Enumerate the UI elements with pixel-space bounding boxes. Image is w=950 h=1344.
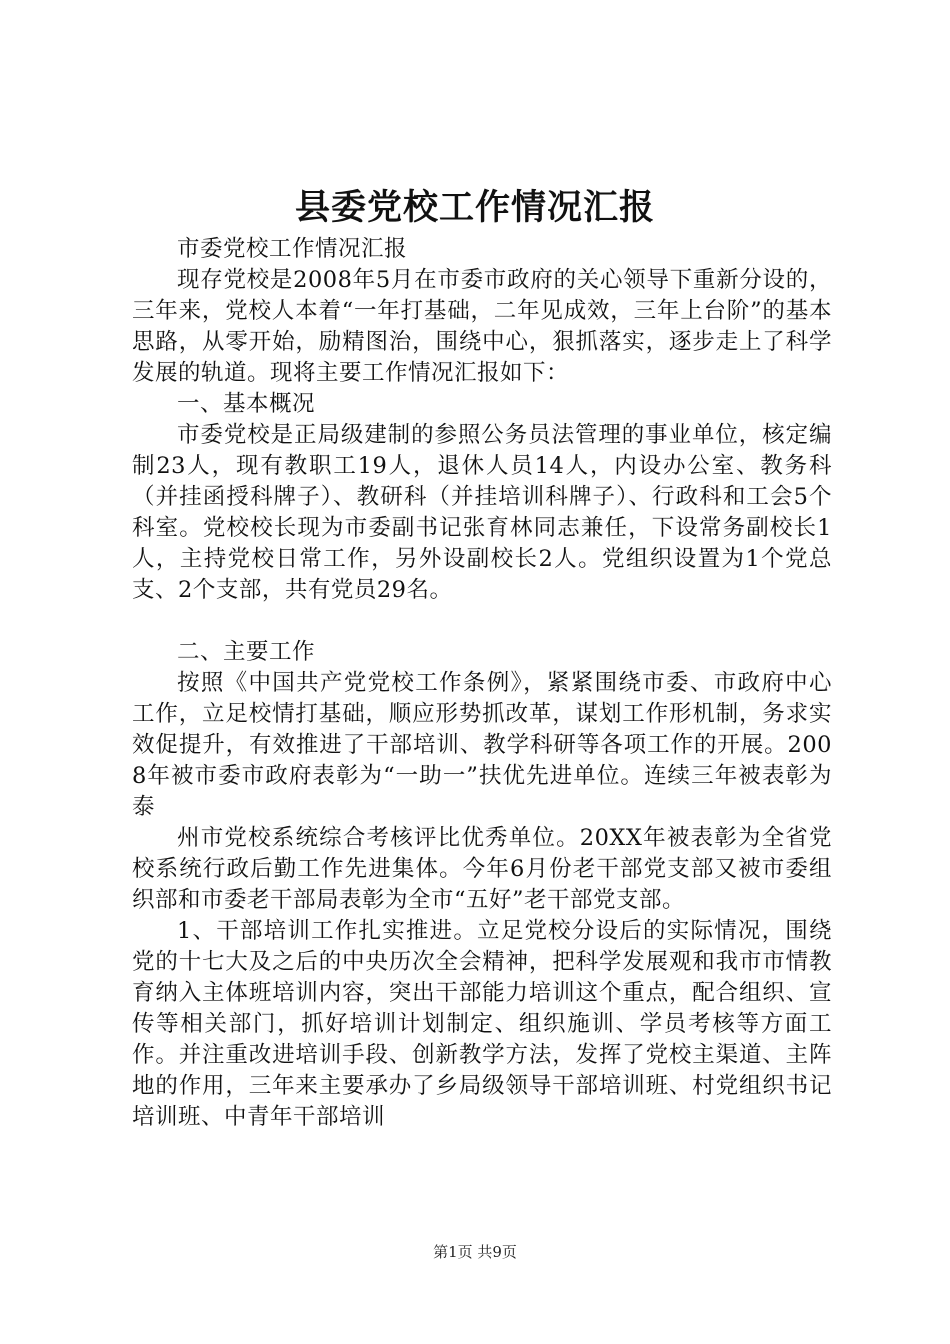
paragraph-awards: 州市党校系统综合考核评比优秀单位。20XX年被表彰为全省党校系统行政后勤工作先进集体。今年6月份老干部党支部又被市委组织部和市委老干部局表彰为全市“五好”老干部党支部。 [132, 825, 832, 913]
page-number: 第1页 共9页 [433, 1243, 517, 1261]
section-heading-overview: 一、基本概况 [177, 391, 316, 417]
paragraph-overview: 市委党校是正局级建制的参照公务员法管理的事业单位，核定编制23人，现有教职工19人，退休人员14人，内设办公室、教务科（并挂函授科牌子）、教研科（并挂培训科牌子）、行政科和工会5个科室。党校校长现为市委副书记张育林同志兼任，下设常务副校长1人，主持党校日常工作，另外设副校长2人。党组织设置为1个党总支、2个支部，共有党员29名。 [132, 422, 832, 603]
document-title: 县委党校工作情况汇报 [294, 187, 655, 228]
document-body [132, 234, 832, 1133]
paragraph-training: 1、干部培训工作扎实推进。立足党校分设后的实际情况，围绕党的十七大及之后的中央历次全会精神，把科学发展观和我市市情教育纳入主体班培训内容，突出干部能力培训这个重点，配合组织、宣传等相关部门，抓好培训计划制定、组织施训、学员考核等方面工作。并注重改进培训手段、创新教学方法，发挥了党校主渠道、主阵地的作用，三年来主要承办了乡局级领导干部培训班、村党组织书记培训班、中青年干部培训 [132, 918, 832, 1130]
paragraph-subtitle: 市委党校工作情况汇报 [177, 236, 408, 262]
section-heading-main-work: 二、主要工作 [177, 639, 316, 665]
paragraph-gap [132, 606, 832, 637]
paragraph-main-work: 按照《中国共产党党校工作条例》，紧紧围绕市委、市政府中心工作，立足校情打基础，顺应形势抓改革，谋划工作形机制，务求实效促提升，有效推进了干部培训、教学科研等各项工作的开展。2008年被市委市政府表彰为“一助一”扶优先进单位。连续三年被表彰为泰 [132, 670, 832, 820]
paragraph-intro: 现存党校是2008年5月在市委市政府的关心领导下重新分设的，三年来，党校人本着“一年打基础，二年见成效，三年上台阶”的基本思路，从零开始，励精图治，围绕中心，狠抓落实，逐步走上了科学发展的轨道。现将主要工作情况汇报如下： [132, 267, 832, 386]
